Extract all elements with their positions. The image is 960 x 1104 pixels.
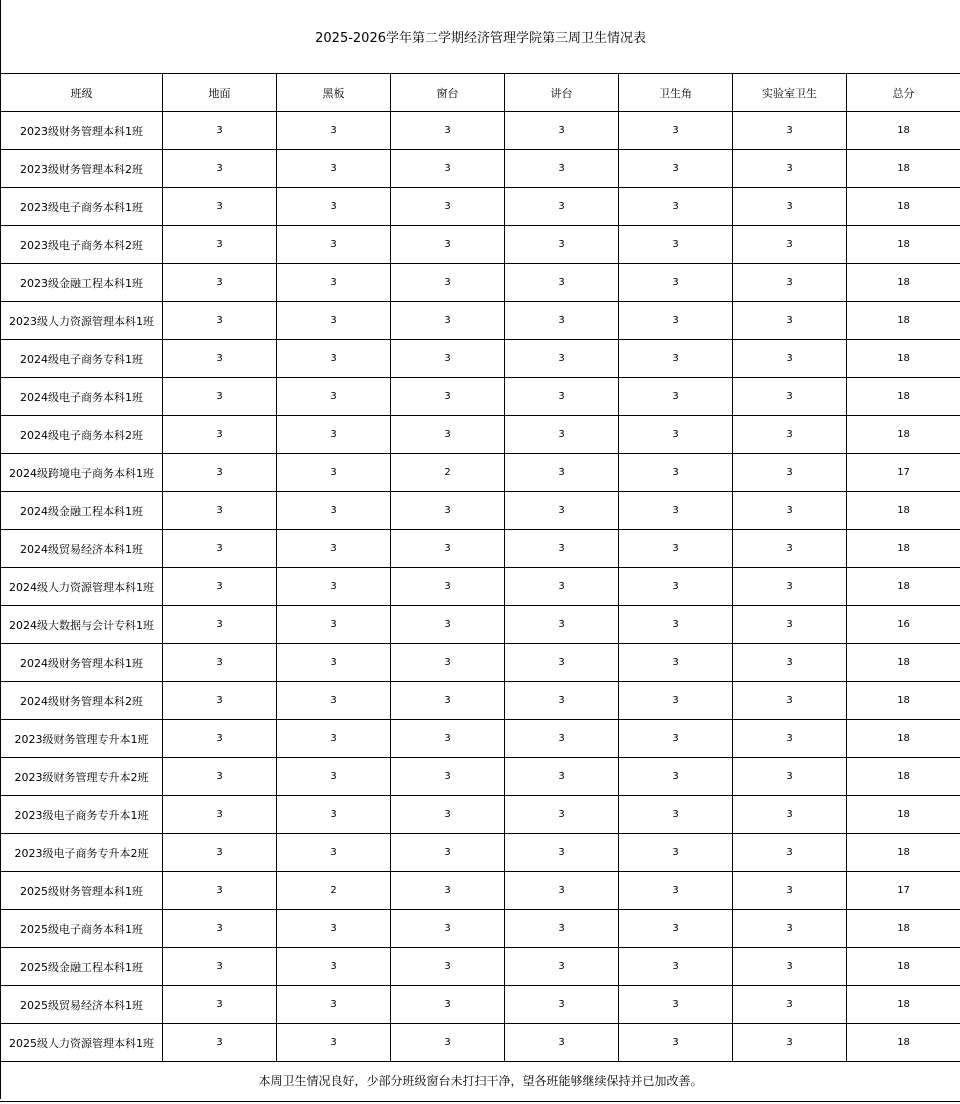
podium-score-cell[interactable]: 3 <box>505 720 619 758</box>
table-row <box>1 758 960 796</box>
podium-score-cell[interactable]: 3 <box>505 340 619 378</box>
total-score-cell[interactable]: 16 <box>847 606 960 644</box>
table-row <box>1 682 960 720</box>
column-header-podium[interactable]: 讲台 <box>505 74 619 112</box>
total-score-cell[interactable]: 18 <box>847 948 960 986</box>
hygiene-corner-score-cell[interactable]: 3 <box>619 834 733 872</box>
total-score-cell[interactable]: 18 <box>847 264 960 302</box>
floor-score-cell[interactable]: 3 <box>163 454 277 492</box>
table-row <box>1 872 960 910</box>
podium-score-cell[interactable]: 3 <box>505 758 619 796</box>
floor-score-cell[interactable]: 3 <box>163 834 277 872</box>
floor-score-cell[interactable]: 3 <box>163 1024 277 1062</box>
table-row <box>1 1024 960 1062</box>
podium-score-cell[interactable]: 3 <box>505 948 619 986</box>
class-name-cell[interactable]: 2024级跨境电子商务本科1班 <box>1 454 163 492</box>
floor-score-cell[interactable]: 3 <box>163 910 277 948</box>
total-score-cell[interactable]: 18 <box>847 302 960 340</box>
total-score-cell[interactable]: 18 <box>847 720 960 758</box>
windowsill-score-cell[interactable]: 3 <box>391 758 505 796</box>
hygiene-corner-score-cell[interactable]: 3 <box>619 720 733 758</box>
lab-hygiene-score-cell[interactable]: 3 <box>733 340 847 378</box>
blackboard-score-cell[interactable]: 3 <box>277 834 391 872</box>
table-row <box>1 264 960 302</box>
total-score-cell[interactable]: 18 <box>847 1024 960 1062</box>
total-score-cell[interactable]: 18 <box>847 112 960 150</box>
hygiene-corner-score-cell[interactable]: 3 <box>619 872 733 910</box>
table-row <box>1 530 960 568</box>
lab-hygiene-score-cell[interactable]: 3 <box>733 720 847 758</box>
lab-hygiene-score-cell[interactable]: 3 <box>733 112 847 150</box>
table-row <box>1 644 960 682</box>
floor-score-cell[interactable]: 3 <box>163 644 277 682</box>
column-header-class[interactable]: 班级 <box>1 74 163 112</box>
footer-note[interactable]: 本周卫生情况良好，少部分班级窗台未打扫干净，望各班能够继续保持并已加改善。 <box>1 1062 960 1100</box>
column-header-blackboard[interactable]: 黑板 <box>277 74 391 112</box>
blackboard-score-cell[interactable]: 3 <box>277 226 391 264</box>
blackboard-score-cell[interactable]: 3 <box>277 150 391 188</box>
hygiene-corner-score-cell[interactable]: 3 <box>619 910 733 948</box>
blackboard-score-cell[interactable]: 3 <box>277 302 391 340</box>
title-row <box>1 0 960 74</box>
table-row <box>1 568 960 606</box>
table-row <box>1 416 960 454</box>
windowsill-score-cell[interactable]: 3 <box>391 948 505 986</box>
bottom-border-line <box>0 1101 960 1102</box>
hygiene-corner-score-cell[interactable]: 3 <box>619 150 733 188</box>
column-header-lab-hygiene[interactable]: 实验室卫生 <box>733 74 847 112</box>
windowsill-score-cell[interactable]: 3 <box>391 530 505 568</box>
total-score-cell[interactable]: 18 <box>847 796 960 834</box>
class-name-cell[interactable]: 2023级电子商务本科1班 <box>1 188 163 226</box>
table-row <box>1 910 960 948</box>
table-row <box>1 606 960 644</box>
blackboard-score-cell[interactable]: 3 <box>277 530 391 568</box>
windowsill-score-cell[interactable]: 3 <box>391 416 505 454</box>
table-row <box>1 834 960 872</box>
blackboard-score-cell[interactable]: 3 <box>277 986 391 1024</box>
windowsill-score-cell[interactable]: 3 <box>391 872 505 910</box>
class-name-cell[interactable]: 2025级财务管理本科1班 <box>1 872 163 910</box>
podium-score-cell[interactable]: 3 <box>505 378 619 416</box>
lab-hygiene-score-cell[interactable]: 3 <box>733 910 847 948</box>
class-name-cell[interactable]: 2023级电子商务本科2班 <box>1 226 163 264</box>
podium-score-cell[interactable]: 3 <box>505 226 619 264</box>
hygiene-corner-score-cell[interactable]: 3 <box>619 796 733 834</box>
class-name-cell[interactable]: 2024级人力资源管理本科1班 <box>1 568 163 606</box>
floor-score-cell[interactable]: 3 <box>163 264 277 302</box>
total-score-cell[interactable]: 18 <box>847 416 960 454</box>
class-name-cell[interactable]: 2023级人力资源管理本科1班 <box>1 302 163 340</box>
podium-score-cell[interactable]: 3 <box>505 492 619 530</box>
blackboard-score-cell[interactable]: 3 <box>277 606 391 644</box>
hygiene-corner-score-cell[interactable]: 3 <box>619 112 733 150</box>
podium-score-cell[interactable]: 3 <box>505 530 619 568</box>
floor-score-cell[interactable]: 3 <box>163 568 277 606</box>
total-score-cell[interactable]: 18 <box>847 986 960 1024</box>
lab-hygiene-score-cell[interactable]: 3 <box>733 188 847 226</box>
hygiene-corner-score-cell[interactable]: 3 <box>619 682 733 720</box>
hygiene-corner-score-cell[interactable]: 3 <box>619 568 733 606</box>
lab-hygiene-score-cell[interactable]: 3 <box>733 986 847 1024</box>
windowsill-score-cell[interactable]: 3 <box>391 226 505 264</box>
podium-score-cell[interactable]: 3 <box>505 1024 619 1062</box>
lab-hygiene-score-cell[interactable]: 3 <box>733 948 847 986</box>
total-score-cell[interactable]: 18 <box>847 226 960 264</box>
podium-score-cell[interactable]: 3 <box>505 682 619 720</box>
floor-score-cell[interactable]: 3 <box>163 948 277 986</box>
table-body <box>1 0 960 1099</box>
windowsill-score-cell[interactable]: 3 <box>391 986 505 1024</box>
column-header-windowsill[interactable]: 窗台 <box>391 74 505 112</box>
lab-hygiene-score-cell[interactable]: 3 <box>733 568 847 606</box>
lab-hygiene-score-cell[interactable]: 3 <box>733 492 847 530</box>
table-row <box>1 378 960 416</box>
windowsill-score-cell[interactable]: 3 <box>391 264 505 302</box>
windowsill-score-cell[interactable]: 2 <box>391 454 505 492</box>
blackboard-score-cell[interactable]: 3 <box>277 454 391 492</box>
lab-hygiene-score-cell[interactable]: 3 <box>733 378 847 416</box>
table-row <box>1 340 960 378</box>
lab-hygiene-score-cell[interactable]: 3 <box>733 758 847 796</box>
windowsill-score-cell[interactable]: 3 <box>391 568 505 606</box>
table-row <box>1 112 960 150</box>
total-score-cell[interactable]: 18 <box>847 378 960 416</box>
podium-score-cell[interactable]: 3 <box>505 302 619 340</box>
header-row <box>1 74 960 112</box>
table-row <box>1 454 960 492</box>
class-name-cell[interactable]: 2024级财务管理本科1班 <box>1 644 163 682</box>
class-name-cell[interactable]: 2024级电子商务本科2班 <box>1 416 163 454</box>
table-row <box>1 302 960 340</box>
floor-score-cell[interactable]: 3 <box>163 492 277 530</box>
hygiene-corner-score-cell[interactable]: 3 <box>619 606 733 644</box>
column-header-total[interactable]: 总分 <box>847 74 960 112</box>
class-name-cell[interactable]: 2023级财务管理专升本1班 <box>1 720 163 758</box>
class-name-cell[interactable]: 2024级大数据与会计专科1班 <box>1 606 163 644</box>
floor-score-cell[interactable]: 3 <box>163 606 277 644</box>
floor-score-cell[interactable]: 3 <box>163 302 277 340</box>
blackboard-score-cell[interactable]: 3 <box>277 378 391 416</box>
column-header-floor[interactable]: 地面 <box>163 74 277 112</box>
table-row <box>1 948 960 986</box>
lab-hygiene-score-cell[interactable]: 3 <box>733 1024 847 1062</box>
blackboard-score-cell[interactable]: 3 <box>277 644 391 682</box>
class-name-cell[interactable]: 2024级电子商务专科1班 <box>1 340 163 378</box>
windowsill-score-cell[interactable]: 3 <box>391 112 505 150</box>
class-name-cell[interactable]: 2024级财务管理本科2班 <box>1 682 163 720</box>
hygiene-corner-score-cell[interactable]: 3 <box>619 1024 733 1062</box>
class-name-cell[interactable]: 2023级电子商务专升本1班 <box>1 796 163 834</box>
blackboard-score-cell[interactable]: 3 <box>277 796 391 834</box>
total-score-cell[interactable]: 18 <box>847 492 960 530</box>
hygiene-corner-score-cell[interactable]: 3 <box>619 948 733 986</box>
table-row <box>1 796 960 834</box>
blackboard-score-cell[interactable]: 3 <box>277 188 391 226</box>
total-score-cell[interactable]: 18 <box>847 568 960 606</box>
windowsill-score-cell[interactable]: 3 <box>391 606 505 644</box>
floor-score-cell[interactable]: 3 <box>163 188 277 226</box>
lab-hygiene-score-cell[interactable]: 3 <box>733 530 847 568</box>
blackboard-score-cell[interactable]: 3 <box>277 758 391 796</box>
lab-hygiene-score-cell[interactable]: 3 <box>733 226 847 264</box>
podium-score-cell[interactable]: 3 <box>505 796 619 834</box>
windowsill-score-cell[interactable]: 3 <box>391 834 505 872</box>
floor-score-cell[interactable]: 3 <box>163 416 277 454</box>
blackboard-score-cell[interactable]: 3 <box>277 720 391 758</box>
lab-hygiene-score-cell[interactable]: 3 <box>733 264 847 302</box>
hygiene-corner-score-cell[interactable]: 3 <box>619 340 733 378</box>
blackboard-score-cell[interactable]: 3 <box>277 568 391 606</box>
floor-score-cell[interactable]: 3 <box>163 150 277 188</box>
class-name-cell[interactable]: 2025级电子商务本科1班 <box>1 910 163 948</box>
podium-score-cell[interactable]: 3 <box>505 454 619 492</box>
hygiene-corner-score-cell[interactable]: 3 <box>619 530 733 568</box>
table-row <box>1 720 960 758</box>
column-header-hygiene-corner[interactable]: 卫生角 <box>619 74 733 112</box>
sheet-title[interactable]: 2025-2026学年第二学期经济管理学院第三周卫生情况表 <box>1 0 960 74</box>
class-name-cell[interactable]: 2023级财务管理本科1班 <box>1 112 163 150</box>
podium-score-cell[interactable]: 3 <box>505 568 619 606</box>
hygiene-corner-score-cell[interactable]: 3 <box>619 454 733 492</box>
hygiene-corner-score-cell[interactable]: 3 <box>619 264 733 302</box>
windowsill-score-cell[interactable]: 3 <box>391 150 505 188</box>
blackboard-score-cell[interactable]: 3 <box>277 340 391 378</box>
footer-note-row <box>1 1062 960 1100</box>
floor-score-cell[interactable]: 3 <box>163 796 277 834</box>
floor-score-cell[interactable]: 3 <box>163 986 277 1024</box>
class-name-cell[interactable]: 2024级贸易经济本科1班 <box>1 530 163 568</box>
floor-score-cell[interactable]: 3 <box>163 340 277 378</box>
table-row <box>1 492 960 530</box>
blackboard-score-cell[interactable]: 3 <box>277 492 391 530</box>
blackboard-score-cell[interactable]: 3 <box>277 416 391 454</box>
hygiene-corner-score-cell[interactable]: 3 <box>619 758 733 796</box>
total-score-cell[interactable]: 17 <box>847 872 960 910</box>
class-name-cell[interactable]: 2025级人力资源管理本科1班 <box>1 1024 163 1062</box>
hygiene-corner-score-cell[interactable]: 3 <box>619 302 733 340</box>
hygiene-corner-score-cell[interactable]: 3 <box>619 378 733 416</box>
blackboard-score-cell[interactable]: 3 <box>277 1024 391 1062</box>
podium-score-cell[interactable]: 3 <box>505 112 619 150</box>
windowsill-score-cell[interactable]: 3 <box>391 1024 505 1062</box>
windowsill-score-cell[interactable]: 3 <box>391 796 505 834</box>
floor-score-cell[interactable]: 3 <box>163 682 277 720</box>
class-name-cell[interactable]: 2024级电子商务本科1班 <box>1 378 163 416</box>
class-name-cell[interactable]: 2025级贸易经济本科1班 <box>1 986 163 1024</box>
class-name-cell[interactable]: 2023级电子商务专升本2班 <box>1 834 163 872</box>
total-score-cell[interactable]: 18 <box>847 150 960 188</box>
class-name-cell[interactable]: 2024级金融工程本科1班 <box>1 492 163 530</box>
podium-score-cell[interactable]: 3 <box>505 150 619 188</box>
podium-score-cell[interactable]: 3 <box>505 834 619 872</box>
floor-score-cell[interactable]: 3 <box>163 872 277 910</box>
class-name-cell[interactable]: 2023级金融工程本科1班 <box>1 264 163 302</box>
blackboard-score-cell[interactable]: 3 <box>277 910 391 948</box>
hygiene-corner-score-cell[interactable]: 3 <box>619 226 733 264</box>
podium-score-cell[interactable]: 3 <box>505 872 619 910</box>
windowsill-score-cell[interactable]: 3 <box>391 188 505 226</box>
blackboard-score-cell[interactable]: 3 <box>277 948 391 986</box>
total-score-cell[interactable]: 18 <box>847 644 960 682</box>
lab-hygiene-score-cell[interactable]: 3 <box>733 150 847 188</box>
floor-score-cell[interactable]: 3 <box>163 720 277 758</box>
hygiene-corner-score-cell[interactable]: 3 <box>619 644 733 682</box>
total-score-cell[interactable]: 18 <box>847 530 960 568</box>
windowsill-score-cell[interactable]: 3 <box>391 302 505 340</box>
windowsill-score-cell[interactable]: 3 <box>391 644 505 682</box>
floor-score-cell[interactable]: 3 <box>163 112 277 150</box>
lab-hygiene-score-cell[interactable]: 3 <box>733 872 847 910</box>
class-name-cell[interactable]: 2023级财务管理本科2班 <box>1 150 163 188</box>
lab-hygiene-score-cell[interactable]: 3 <box>733 682 847 720</box>
lab-hygiene-score-cell[interactable]: 3 <box>733 454 847 492</box>
podium-score-cell[interactable]: 3 <box>505 606 619 644</box>
total-score-cell[interactable]: 18 <box>847 834 960 872</box>
hygiene-corner-score-cell[interactable]: 3 <box>619 492 733 530</box>
lab-hygiene-score-cell[interactable]: 3 <box>733 644 847 682</box>
podium-score-cell[interactable]: 3 <box>505 416 619 454</box>
total-score-cell[interactable]: 18 <box>847 758 960 796</box>
class-name-cell[interactable]: 2025级金融工程本科1班 <box>1 948 163 986</box>
windowsill-score-cell[interactable]: 3 <box>391 340 505 378</box>
blackboard-score-cell[interactable]: 3 <box>277 264 391 302</box>
podium-score-cell[interactable]: 3 <box>505 264 619 302</box>
total-score-cell[interactable]: 18 <box>847 682 960 720</box>
podium-score-cell[interactable]: 3 <box>505 986 619 1024</box>
hygiene-corner-score-cell[interactable]: 3 <box>619 188 733 226</box>
total-score-cell[interactable]: 18 <box>847 188 960 226</box>
floor-score-cell[interactable]: 3 <box>163 758 277 796</box>
total-score-cell[interactable]: 18 <box>847 910 960 948</box>
hygiene-corner-score-cell[interactable]: 3 <box>619 416 733 454</box>
lab-hygiene-score-cell[interactable]: 3 <box>733 416 847 454</box>
table-row <box>1 188 960 226</box>
class-name-cell[interactable]: 2023级财务管理专升本2班 <box>1 758 163 796</box>
blackboard-score-cell[interactable]: 3 <box>277 112 391 150</box>
floor-score-cell[interactable]: 3 <box>163 530 277 568</box>
total-score-cell[interactable]: 18 <box>847 340 960 378</box>
floor-score-cell[interactable]: 3 <box>163 226 277 264</box>
hygiene-corner-score-cell[interactable]: 3 <box>619 986 733 1024</box>
windowsill-score-cell[interactable]: 3 <box>391 682 505 720</box>
podium-score-cell[interactable]: 3 <box>505 188 619 226</box>
lab-hygiene-score-cell[interactable]: 3 <box>733 834 847 872</box>
lab-hygiene-score-cell[interactable]: 3 <box>733 796 847 834</box>
windowsill-score-cell[interactable]: 3 <box>391 910 505 948</box>
lab-hygiene-score-cell[interactable]: 3 <box>733 302 847 340</box>
table-row <box>1 986 960 1024</box>
blackboard-score-cell[interactable]: 3 <box>277 682 391 720</box>
floor-score-cell[interactable]: 3 <box>163 378 277 416</box>
podium-score-cell[interactable]: 3 <box>505 910 619 948</box>
windowsill-score-cell[interactable]: 3 <box>391 378 505 416</box>
table-row <box>1 150 960 188</box>
total-score-cell[interactable]: 17 <box>847 454 960 492</box>
table-row <box>1 226 960 264</box>
blackboard-score-cell[interactable]: 2 <box>277 872 391 910</box>
lab-hygiene-score-cell[interactable]: 3 <box>733 606 847 644</box>
windowsill-score-cell[interactable]: 3 <box>391 720 505 758</box>
podium-score-cell[interactable]: 3 <box>505 644 619 682</box>
windowsill-score-cell[interactable]: 3 <box>391 492 505 530</box>
